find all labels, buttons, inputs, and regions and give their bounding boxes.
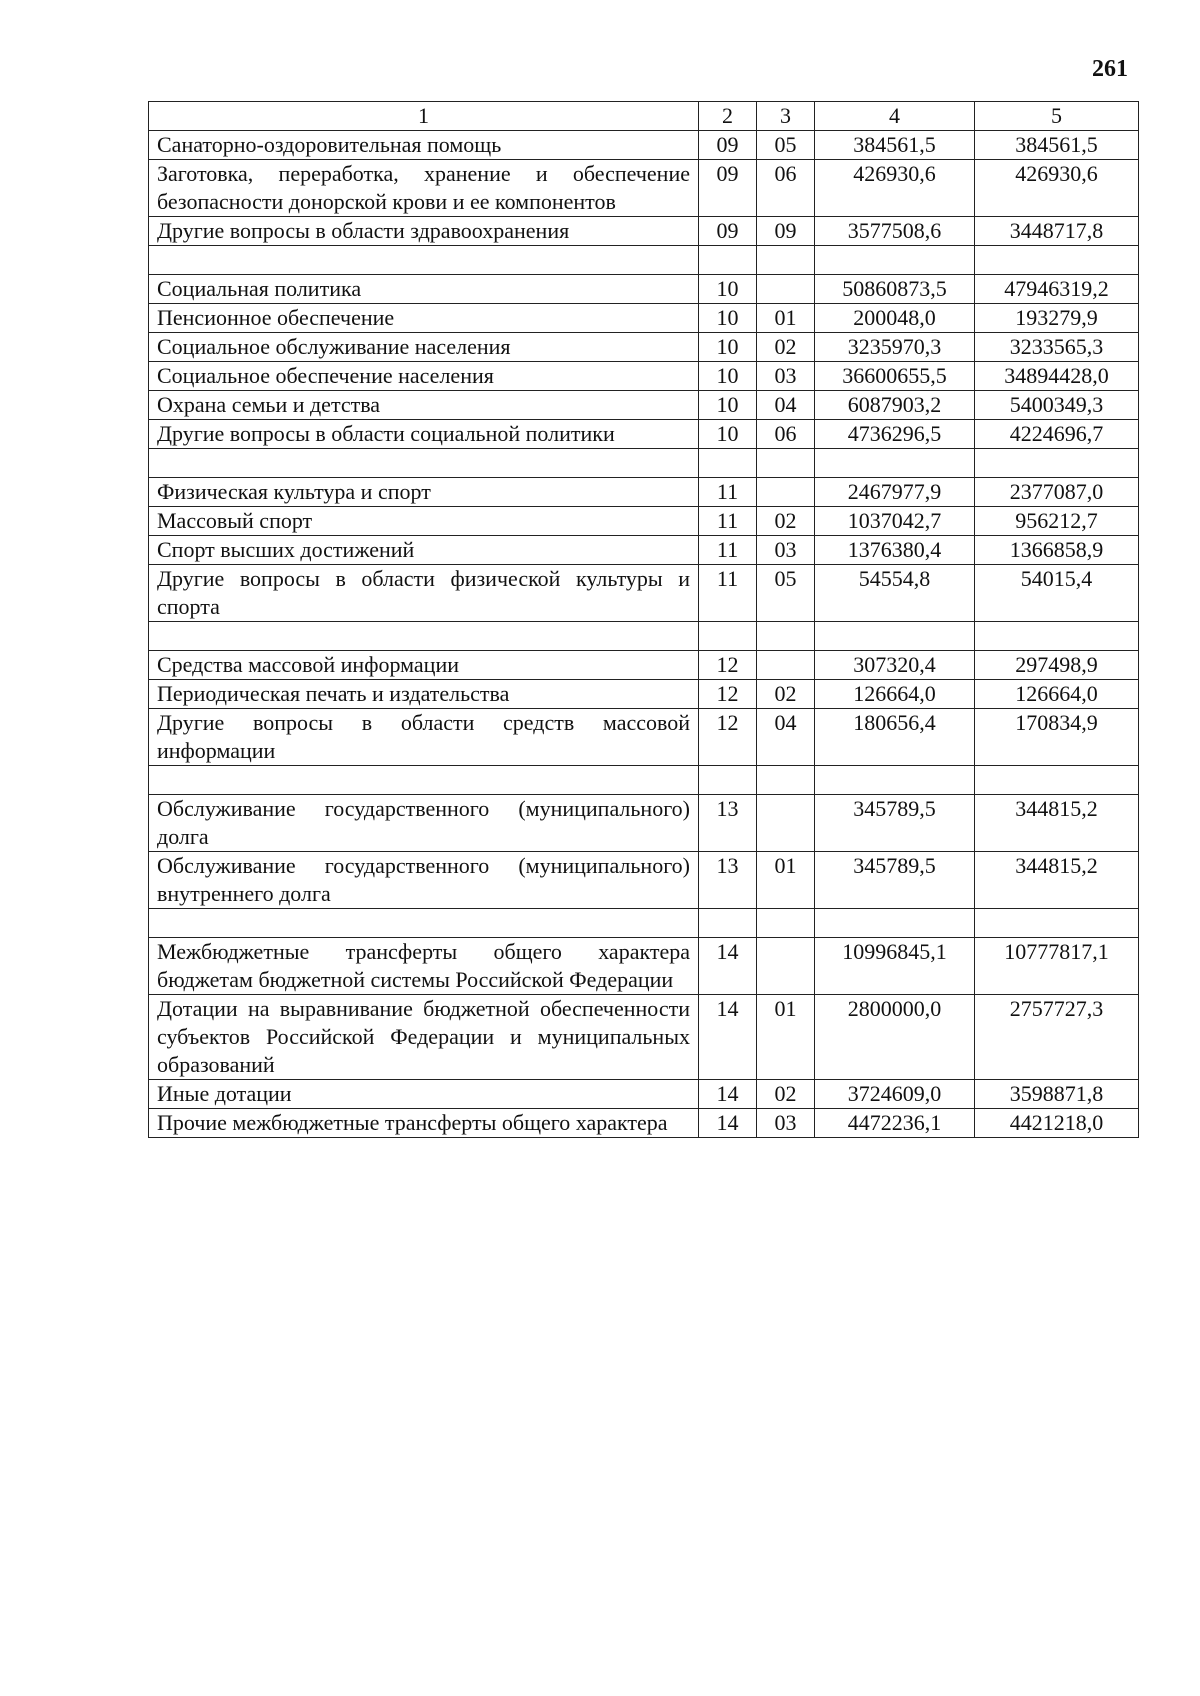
subsection-code-cell — [757, 275, 815, 304]
value-col-4-cell: 307320,4 — [815, 651, 975, 680]
row-name-cell: Физическая культура и спорт — [149, 478, 699, 507]
value-col-4-cell: 345789,5 — [815, 852, 975, 909]
row-name-cell: Другие вопросы в области здравоохранения — [149, 217, 699, 246]
table-row — [149, 1109, 1139, 1138]
table-row — [149, 938, 1139, 995]
empty-cell — [815, 766, 975, 795]
value-col-5-cell: 2377087,0 — [975, 478, 1139, 507]
value-col-4-cell: 345789,5 — [815, 795, 975, 852]
row-name-cell: Дотации на выравнивание бюджетной обеспеченности субъектов Российской Федерации и муниципальных образований — [149, 995, 699, 1080]
value-col-5-cell: 47946319,2 — [975, 275, 1139, 304]
table-row — [149, 680, 1139, 709]
table-row — [149, 507, 1139, 536]
value-col-4-cell: 10996845,1 — [815, 938, 975, 995]
value-col-4-cell: 426930,6 — [815, 160, 975, 217]
section-code-cell: 09 — [699, 131, 757, 160]
empty-cell — [757, 766, 815, 795]
value-col-5-cell: 170834,9 — [975, 709, 1139, 766]
section-code-cell: 13 — [699, 795, 757, 852]
empty-cell — [149, 909, 699, 938]
subsection-code-cell — [757, 795, 815, 852]
row-name-cell: Пенсионное обеспечение — [149, 304, 699, 333]
table-row — [149, 333, 1139, 362]
row-name-cell: Прочие межбюджетные трансферты общего характера — [149, 1109, 699, 1138]
empty-cell — [815, 909, 975, 938]
value-col-4-cell: 180656,4 — [815, 709, 975, 766]
subsection-code-cell: 02 — [757, 1080, 815, 1109]
spacer-row — [149, 766, 1139, 795]
value-col-4-cell: 3235970,3 — [815, 333, 975, 362]
empty-cell — [149, 622, 699, 651]
section-code-cell: 14 — [699, 995, 757, 1080]
subsection-code-cell: 09 — [757, 217, 815, 246]
section-code-cell: 10 — [699, 362, 757, 391]
subsection-code-cell: 05 — [757, 565, 815, 622]
value-col-4-cell: 126664,0 — [815, 680, 975, 709]
section-code-cell: 12 — [699, 709, 757, 766]
subsection-code-cell: 02 — [757, 680, 815, 709]
section-code-cell: 14 — [699, 1109, 757, 1138]
value-col-4-cell: 200048,0 — [815, 304, 975, 333]
table-row — [149, 852, 1139, 909]
table-row — [149, 651, 1139, 680]
section-code-cell: 13 — [699, 852, 757, 909]
row-name-cell: Социальное обслуживание населения — [149, 333, 699, 362]
value-col-5-cell: 344815,2 — [975, 852, 1139, 909]
value-col-4-cell: 3724609,0 — [815, 1080, 975, 1109]
budget-table — [148, 101, 1139, 1138]
subsection-code-cell: 03 — [757, 362, 815, 391]
subsection-code-cell: 06 — [757, 420, 815, 449]
section-code-cell: 11 — [699, 507, 757, 536]
subsection-code-cell: 01 — [757, 304, 815, 333]
table-row — [149, 478, 1139, 507]
empty-cell — [975, 246, 1139, 275]
table-row — [149, 995, 1139, 1080]
table-row — [149, 1080, 1139, 1109]
table-row — [149, 391, 1139, 420]
spacer-row — [149, 909, 1139, 938]
value-col-5-cell: 10777817,1 — [975, 938, 1139, 995]
value-col-5-cell: 956212,7 — [975, 507, 1139, 536]
value-col-5-cell: 384561,5 — [975, 131, 1139, 160]
value-col-4-cell: 2467977,9 — [815, 478, 975, 507]
value-col-4-cell: 36600655,5 — [815, 362, 975, 391]
value-col-5-cell: 5400349,3 — [975, 391, 1139, 420]
value-col-5-cell: 1366858,9 — [975, 536, 1139, 565]
value-col-4-cell: 384561,5 — [815, 131, 975, 160]
section-code-cell: 10 — [699, 391, 757, 420]
section-code-cell: 11 — [699, 478, 757, 507]
subsection-code-cell — [757, 478, 815, 507]
empty-cell — [757, 449, 815, 478]
row-name-cell: Другие вопросы в области социальной политики — [149, 420, 699, 449]
row-name-cell: Межбюджетные трансферты общего характера бюджетам бюджетной системы Российской Федерации — [149, 938, 699, 995]
value-col-5-cell: 297498,9 — [975, 651, 1139, 680]
section-code-cell: 10 — [699, 304, 757, 333]
value-col-5-cell: 3598871,8 — [975, 1080, 1139, 1109]
row-name-cell: Социальное обеспечение населения — [149, 362, 699, 391]
subsection-code-cell: 02 — [757, 507, 815, 536]
row-name-cell: Обслуживание государственного (муниципального) внутреннего долга — [149, 852, 699, 909]
value-col-5-cell: 34894428,0 — [975, 362, 1139, 391]
empty-cell — [699, 449, 757, 478]
subsection-code-cell: 01 — [757, 995, 815, 1080]
section-code-cell: 12 — [699, 680, 757, 709]
spacer-row — [149, 246, 1139, 275]
row-name-cell: Заготовка, переработка, хранение и обеспечение безопасности донорской крови и ее компонентов — [149, 160, 699, 217]
empty-cell — [757, 909, 815, 938]
value-col-5-cell: 2757727,3 — [975, 995, 1139, 1080]
value-col-5-cell: 3233565,3 — [975, 333, 1139, 362]
value-col-5-cell: 193279,9 — [975, 304, 1139, 333]
subsection-code-cell: 06 — [757, 160, 815, 217]
empty-cell — [149, 246, 699, 275]
row-name-cell: Средства массовой информации — [149, 651, 699, 680]
empty-cell — [975, 622, 1139, 651]
empty-cell — [699, 622, 757, 651]
value-col-4-cell: 2800000,0 — [815, 995, 975, 1080]
row-name-cell: Санаторно-оздоровительная помощь — [149, 131, 699, 160]
row-name-cell: Массовый спорт — [149, 507, 699, 536]
table-header-row — [149, 102, 1139, 131]
header-col-2: 2 — [699, 102, 757, 131]
table-row — [149, 420, 1139, 449]
subsection-code-cell — [757, 938, 815, 995]
empty-cell — [815, 622, 975, 651]
table-row — [149, 536, 1139, 565]
section-code-cell: 14 — [699, 1080, 757, 1109]
empty-cell — [757, 246, 815, 275]
value-col-5-cell: 3448717,8 — [975, 217, 1139, 246]
spacer-row — [149, 449, 1139, 478]
section-code-cell: 12 — [699, 651, 757, 680]
table-row — [149, 565, 1139, 622]
subsection-code-cell: 04 — [757, 391, 815, 420]
row-name-cell: Спорт высших достижений — [149, 536, 699, 565]
empty-cell — [149, 766, 699, 795]
empty-cell — [149, 449, 699, 478]
table-row — [149, 709, 1139, 766]
empty-cell — [975, 449, 1139, 478]
table-row — [149, 304, 1139, 333]
empty-cell — [699, 909, 757, 938]
section-code-cell: 10 — [699, 420, 757, 449]
value-col-4-cell: 50860873,5 — [815, 275, 975, 304]
row-name-cell: Иные дотации — [149, 1080, 699, 1109]
row-name-cell: Охрана семьи и детства — [149, 391, 699, 420]
value-col-4-cell: 6087903,2 — [815, 391, 975, 420]
empty-cell — [815, 246, 975, 275]
row-name-cell: Другие вопросы в области физической культуры и спорта — [149, 565, 699, 622]
empty-cell — [975, 766, 1139, 795]
subsection-code-cell: 03 — [757, 1109, 815, 1138]
section-code-cell: 11 — [699, 565, 757, 622]
value-col-4-cell: 1037042,7 — [815, 507, 975, 536]
table-row — [149, 362, 1139, 391]
subsection-code-cell: 05 — [757, 131, 815, 160]
header-col-4: 4 — [815, 102, 975, 131]
row-name-cell: Обслуживание государственного (муниципального) долга — [149, 795, 699, 852]
value-col-5-cell: 344815,2 — [975, 795, 1139, 852]
subsection-code-cell: 04 — [757, 709, 815, 766]
section-code-cell: 14 — [699, 938, 757, 995]
row-name-cell: Социальная политика — [149, 275, 699, 304]
section-code-cell: 10 — [699, 275, 757, 304]
header-col-5: 5 — [975, 102, 1139, 131]
empty-cell — [975, 909, 1139, 938]
value-col-4-cell: 3577508,6 — [815, 217, 975, 246]
value-col-5-cell: 4224696,7 — [975, 420, 1139, 449]
row-name-cell: Другие вопросы в области средств массовой информации — [149, 709, 699, 766]
empty-cell — [699, 766, 757, 795]
section-code-cell: 09 — [699, 217, 757, 246]
header-col-1: 1 — [149, 102, 699, 131]
section-code-cell: 11 — [699, 536, 757, 565]
value-col-4-cell: 1376380,4 — [815, 536, 975, 565]
row-name-cell: Периодическая печать и издательства — [149, 680, 699, 709]
subsection-code-cell — [757, 651, 815, 680]
value-col-5-cell: 126664,0 — [975, 680, 1139, 709]
value-col-5-cell: 54015,4 — [975, 565, 1139, 622]
empty-cell — [815, 449, 975, 478]
header-col-3: 3 — [757, 102, 815, 131]
empty-cell — [757, 622, 815, 651]
table-row — [149, 131, 1139, 160]
budget-table-body — [149, 102, 1139, 1138]
value-col-4-cell: 54554,8 — [815, 565, 975, 622]
subsection-code-cell: 02 — [757, 333, 815, 362]
value-col-5-cell: 4421218,0 — [975, 1109, 1139, 1138]
table-row — [149, 795, 1139, 852]
page-number: 261 — [1092, 56, 1128, 82]
value-col-5-cell: 426930,6 — [975, 160, 1139, 217]
section-code-cell: 09 — [699, 160, 757, 217]
table-row — [149, 275, 1139, 304]
spacer-row — [149, 622, 1139, 651]
subsection-code-cell: 01 — [757, 852, 815, 909]
empty-cell — [699, 246, 757, 275]
table-row — [149, 160, 1139, 217]
subsection-code-cell: 03 — [757, 536, 815, 565]
value-col-4-cell: 4736296,5 — [815, 420, 975, 449]
table-row — [149, 217, 1139, 246]
section-code-cell: 10 — [699, 333, 757, 362]
value-col-4-cell: 4472236,1 — [815, 1109, 975, 1138]
